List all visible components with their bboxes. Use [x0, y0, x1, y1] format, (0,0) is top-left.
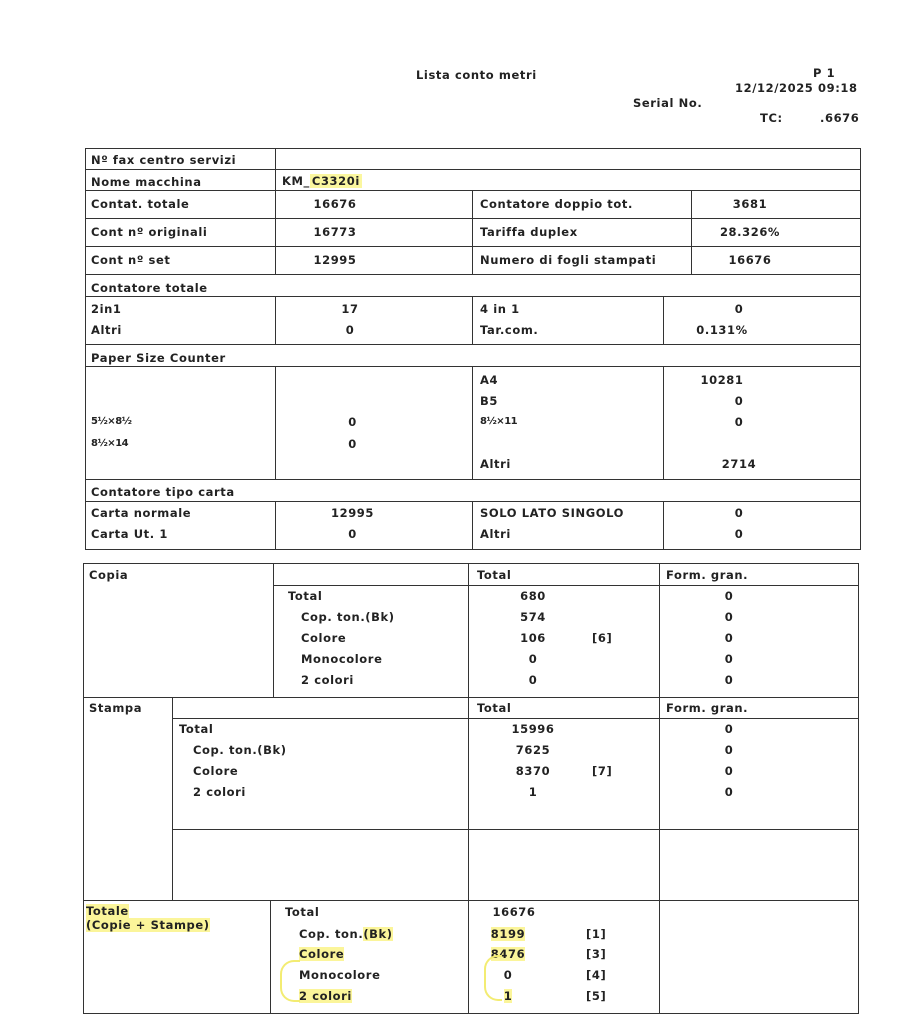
paper-size-value: 0 — [734, 415, 744, 429]
tc-value: .6676 — [820, 111, 860, 125]
sets-value: 12995 — [313, 253, 357, 267]
combine-rate-value: 0.131% — [696, 323, 748, 337]
combine-rate-label: Tar.com. — [480, 323, 539, 337]
grand-total-row-value: 16676 — [492, 905, 536, 919]
grand-total-row-ref: [4] — [586, 968, 607, 982]
print-row-value: 8370 — [515, 764, 551, 778]
grand-total-row-value: 8476 — [490, 947, 526, 961]
serial-label: Serial No. — [633, 96, 703, 110]
paper-size-value: 0 — [348, 437, 357, 451]
copy-row-large: 0 — [724, 673, 734, 687]
paper-size-value: 0 — [348, 415, 357, 429]
highlighter-bracket — [280, 960, 300, 1002]
grand-total-row-value: 8199 — [490, 927, 526, 941]
grand-total-title: Totale — [86, 904, 129, 918]
print-row-label: Colore — [193, 764, 239, 778]
grand-total-row-label-highlight: (Bk) — [363, 927, 393, 941]
copy-row-ref: [6] — [592, 631, 613, 645]
grand-total-row-label — [299, 947, 344, 961]
machine-model: C3320i — [311, 174, 360, 188]
other-paper-label: Altri — [480, 527, 511, 541]
printed-sheets-value: 16676 — [728, 253, 772, 267]
print-total-column-header: Total — [477, 701, 512, 715]
print-row-large: 0 — [724, 743, 734, 757]
page-number: P 1 — [813, 66, 836, 80]
originals-value: 16773 — [313, 225, 357, 239]
duplex-counter-label: Contatore doppio tot. — [480, 197, 633, 211]
fax-label: Nº fax centro servizi — [91, 153, 237, 167]
print-large-column-header: Form. gran. — [666, 701, 749, 715]
copy-row-label: Cop. ton.(Bk) — [301, 610, 395, 624]
grand-total-row-label — [299, 927, 393, 941]
duplex-counter-value: 3681 — [732, 197, 768, 211]
plain-paper-value: 12995 — [330, 506, 374, 520]
paper-size-label: 8½×11 — [480, 416, 518, 427]
highlighter-bracket — [484, 955, 502, 1001]
print-row-label: Cop. ton.(Bk) — [193, 743, 287, 757]
originals-label: Cont nº originali — [91, 225, 208, 239]
paper-size-label: A4 — [480, 373, 499, 387]
print-row-label: Total — [179, 722, 214, 736]
total-counter-value: 16676 — [313, 197, 357, 211]
machine-name — [282, 174, 362, 188]
4in1-label: 4 in 1 — [480, 302, 520, 316]
page-title: Lista conto metri — [416, 68, 537, 82]
printed-sheets-label: Numero di fogli stampati — [480, 253, 657, 267]
copy-row-value: 0 — [528, 673, 538, 687]
grand-total-row-ref: [1] — [586, 927, 607, 941]
2in1-label: 2in1 — [91, 302, 122, 316]
grand-total-row-label-highlight: Colore — [299, 947, 345, 961]
copy-row-label: 2 colori — [301, 673, 354, 687]
paper-size-label: 8½×14 — [91, 438, 129, 449]
copy-row-label: Monocolore — [301, 652, 383, 666]
copy-row-value: 574 — [520, 610, 546, 624]
grand-total-row-value: 1 — [503, 989, 513, 1003]
paper-size-heading: Paper Size Counter — [91, 351, 226, 365]
copy-heading: Copia — [89, 568, 129, 582]
machine-prefix: KM_ — [282, 174, 310, 188]
tc-label: TC: — [760, 111, 783, 125]
paper-size-value: 0 — [734, 394, 744, 408]
print-row-value: 7625 — [515, 743, 551, 757]
print-row-large: 0 — [724, 785, 734, 799]
grand-total-row-label: Monocolore — [299, 968, 381, 982]
grand-total-row-label: Total — [285, 905, 320, 919]
grand-total-row-ref: [5] — [586, 989, 607, 1003]
report-datetime: 12/12/2025 09:18 — [735, 81, 858, 95]
grand-total-row-ref: [3] — [586, 947, 607, 961]
4in1-value: 0 — [734, 302, 744, 316]
paper-type-heading: Contatore tipo carta — [91, 485, 235, 499]
print-row-value: 15996 — [511, 722, 555, 736]
combine-counter-heading: Contatore totale — [91, 281, 208, 295]
grand-total-heading — [86, 904, 210, 932]
sets-label: Cont nº set — [91, 253, 171, 267]
copy-row-label: Colore — [301, 631, 347, 645]
copy-row-large: 0 — [724, 631, 734, 645]
grand-total-subtitle: (Copie + Stampe) — [86, 918, 210, 932]
copy-row-value: 0 — [528, 652, 538, 666]
paper-size-label: Altri — [480, 457, 511, 471]
print-row-ref: [7] — [592, 764, 613, 778]
2in1-value: 17 — [341, 302, 359, 316]
copy-row-value: 680 — [520, 589, 546, 603]
copy-row-large: 0 — [724, 589, 734, 603]
paper-size-label: B5 — [480, 394, 498, 408]
copy-large-column-header: Form. gran. — [666, 568, 749, 582]
print-row-large: 0 — [724, 764, 734, 778]
grand-total-row-label-text: Cop. ton. — [299, 927, 364, 941]
user-paper-value: 0 — [348, 527, 357, 541]
single-side-value: 0 — [734, 506, 744, 520]
copy-row-label: Total — [288, 589, 323, 603]
machine-label: Nome macchina — [91, 175, 202, 189]
print-row-label: 2 colori — [193, 785, 246, 799]
other-paper-value: 0 — [734, 527, 744, 541]
other-combine-value: 0 — [345, 323, 355, 337]
total-counter-label: Contat. totale — [91, 197, 190, 211]
grand-total-row-label — [299, 989, 352, 1003]
paper-size-value: 10281 — [700, 373, 744, 387]
single-side-label: SOLO LATO SINGOLO — [480, 506, 625, 520]
plain-paper-label: Carta normale — [91, 506, 192, 520]
grand-total-row-label-highlight: 2 colori — [299, 989, 352, 1003]
copy-row-value: 106 — [520, 631, 546, 645]
paper-size-label: 5½×8½ — [91, 416, 132, 427]
print-row-value: 1 — [528, 785, 538, 799]
other-combine-label: Altri — [91, 323, 122, 337]
copy-total-column-header: Total — [477, 568, 512, 582]
print-row-large: 0 — [724, 722, 734, 736]
duplex-rate-value: 28.326% — [719, 225, 781, 239]
paper-size-value: 2714 — [721, 457, 757, 471]
grand-total-row-value: 0 — [503, 968, 513, 982]
print-heading: Stampa — [89, 701, 143, 715]
copy-row-large: 0 — [724, 652, 734, 666]
user-paper-label: Carta Ut. 1 — [91, 527, 168, 541]
copy-row-large: 0 — [724, 610, 734, 624]
duplex-rate-label: Tariffa duplex — [480, 225, 578, 239]
